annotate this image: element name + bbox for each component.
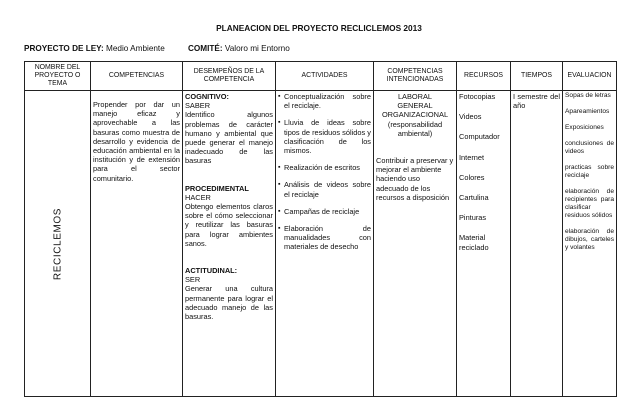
tema-cell bbox=[25, 91, 91, 397]
header-row bbox=[25, 62, 617, 91]
procedimental-text: Obtengo elementos claros sobre el cómo seleccionar y reutilizar las basuras para lograr ambientes sanos. bbox=[185, 202, 273, 248]
cognitivo-sub: SABER bbox=[185, 101, 211, 111]
competencias-text: Propender por dar un manejo eficaz y aprovechable a las basuras como muestra de desarrollo y evidencia de educación ambiental en la institución y de extensión para el sector comunitario. bbox=[93, 100, 180, 183]
tiempos-text: I semestre del año bbox=[513, 92, 560, 111]
header-desempenos: DESEMPEÑOS DE LA COMPETENCIA bbox=[183, 62, 276, 91]
intencionadas-head2: GENERAL bbox=[397, 101, 433, 111]
proyecto-line bbox=[24, 44, 165, 53]
recursos-cell bbox=[457, 91, 511, 397]
list-item: Material reciclado bbox=[459, 233, 489, 252]
desempenos-cell bbox=[183, 91, 276, 397]
list-item: conclusiones de videos bbox=[565, 140, 614, 155]
list-item: ▪ Análisis de videos sobre el reciclaje bbox=[284, 180, 371, 198]
proyecto-value: Medio Ambiente bbox=[106, 44, 165, 53]
header-actividades: ACTIVIDADES bbox=[276, 62, 374, 91]
comite-label: COMITÉ: bbox=[188, 44, 223, 53]
list-item: practicas sobre reciclaje bbox=[565, 164, 614, 179]
cognitivo-heading: COGNITIVO: bbox=[185, 92, 229, 101]
list-item: Sopas de letras bbox=[565, 92, 611, 99]
list-item: Exposiciones bbox=[565, 124, 604, 131]
intencionadas-head1: LABORAL bbox=[397, 92, 433, 101]
header-recursos: RECURSOS bbox=[457, 62, 511, 91]
header-tiempos: TIEMPOS bbox=[511, 62, 563, 91]
procedimental-heading: PROCEDIMENTAL bbox=[185, 183, 249, 193]
proyecto-label: PROYECTO DE LEY: bbox=[24, 44, 104, 53]
actitudinal-heading: ACTITUDINAL: bbox=[185, 266, 238, 276]
list-item: elaboración de recipientes para clasificar residuos sólidos bbox=[565, 188, 614, 219]
tema-label: RECICLEMOS bbox=[51, 207, 63, 280]
list-item: Cartulina bbox=[459, 193, 489, 203]
evaluacion-cell bbox=[563, 91, 617, 397]
actitudinal-text: Generar una cultura permanente para lograr el adecuado manejo de las basuras. bbox=[185, 284, 273, 322]
intencionadas-cell bbox=[374, 91, 457, 397]
planning-table bbox=[24, 61, 617, 397]
list-item: Computador bbox=[459, 132, 500, 142]
page-title: PLANEACION DEL PROYECTO RECLICLEMOS 2013 bbox=[216, 23, 422, 33]
header-intencionadas: COMPETENCIAS INTENCIONADAS bbox=[374, 62, 457, 91]
list-item: ▪ Conceptualización sobre el reciclaje. bbox=[284, 92, 371, 110]
list-item: Apareamientos bbox=[565, 108, 610, 115]
list-item: ▪ Elaboración de manualidades con materiales de desecho bbox=[284, 224, 371, 252]
list-item: Colores bbox=[459, 172, 485, 182]
competencias-cell bbox=[91, 91, 183, 397]
comite-line bbox=[188, 44, 290, 53]
cognitivo-text: Identifico algunos problemas de carácter humano y ambiental que puede generar el manejo inadecuado de las basuras bbox=[185, 110, 273, 166]
table-row bbox=[25, 91, 617, 397]
actividades-list bbox=[278, 92, 371, 252]
list-item: Internet bbox=[459, 152, 485, 162]
list-item: Pinturas bbox=[459, 213, 487, 223]
intencionadas-head3: ORGANIZACIONAL bbox=[381, 110, 449, 120]
list-item: elaboración de dibujos, carteles y volantes bbox=[565, 228, 614, 251]
list-item: Fotocopias bbox=[459, 92, 496, 101]
comite-value: Valoro mi Entorno bbox=[224, 44, 290, 53]
list-item: ▪ Campañas de reciclaje bbox=[284, 207, 371, 216]
intencionadas-head4: (responsabilidad ambiental) bbox=[387, 119, 443, 138]
list-item: Videos bbox=[459, 112, 482, 122]
header-evaluacion: EVALUACION bbox=[563, 62, 617, 91]
header-nombre: NOMBRE DEL PROYECTO O TEMA bbox=[25, 62, 91, 91]
list-item: ▪ Lluvia de ideas sobre tipos de residuos sólidos y clasificación de los mismos. bbox=[284, 118, 371, 155]
intencionadas-text: Contribuir a preservar y mejorar el ambiente haciendo uso adecuado de los recursos a disposición bbox=[376, 156, 454, 202]
actividades-cell bbox=[276, 91, 374, 397]
tiempos-cell bbox=[511, 91, 563, 397]
list-item: ▪ Realización de escritos bbox=[284, 163, 371, 172]
actitudinal-sub: SER bbox=[185, 275, 201, 285]
header-competencias: COMPETENCIAS bbox=[91, 62, 183, 91]
procedimental-sub: HACER bbox=[185, 192, 211, 202]
